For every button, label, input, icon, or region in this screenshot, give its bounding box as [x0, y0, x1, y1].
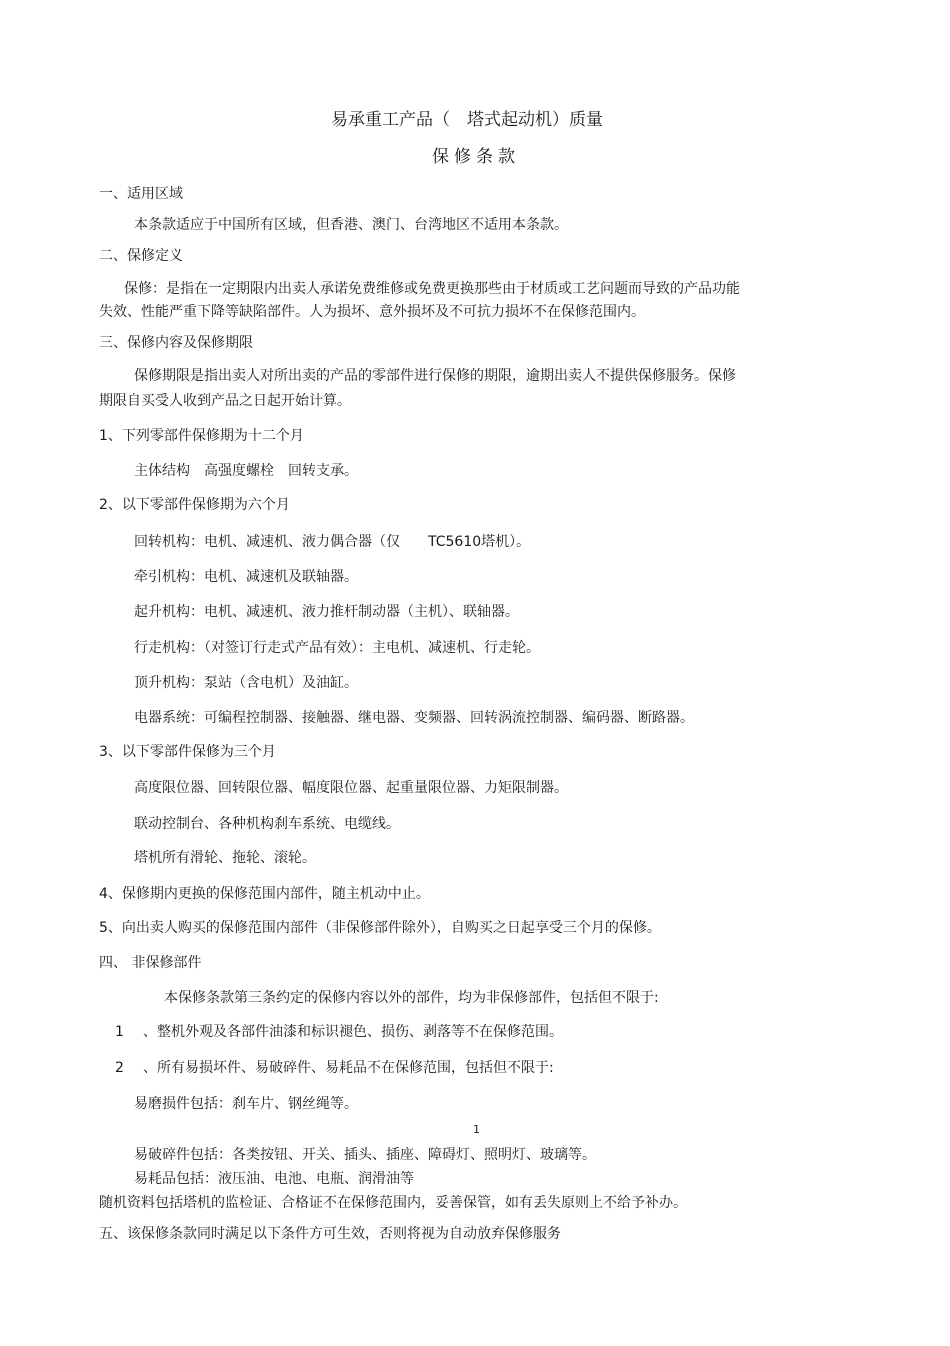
section-1-heading: 一、适用区域: [99, 186, 183, 202]
section-4-item-1-text: 、整机外观及各部件油漆和标识褪色、损伤、剥落等不在保修范围。: [143, 1024, 563, 1040]
document-subtitle: 保修条款: [432, 147, 520, 167]
section-3-body-line-2: 期限自买受人收到产品之日起开始计算。: [99, 393, 351, 409]
section-5-heading: 五、该保修条款同时满足以下条件方可生效，否则将视为自动放弃保修服务: [99, 1226, 561, 1242]
item-2-jacking: 顶升机构：泵站（含电机）及油缸。: [134, 675, 358, 691]
item-2-travelling: 行走机构：（对签订行走式产品有效）：主电机、减速机、行走轮。: [134, 640, 540, 656]
item-3-controls: 联动控制台、各种机构刹车系统、电缆线。: [134, 816, 400, 832]
section-4-item-2-number: 2: [115, 1060, 124, 1076]
item-3-pulleys: 塔机所有滑轮、拖轮、滚轮。: [134, 850, 316, 866]
section-3-heading: 三、保修内容及保修期限: [99, 335, 253, 351]
item-2-hoisting: 起升机构：电机、减速机、液力推杆制动器（主机）、联轴器。: [134, 604, 519, 620]
section-1-body: 本条款适应于中国所有区域，但香港、澳门、台湾地区不适用本条款。: [134, 217, 568, 233]
section-4-item-2-text: 、所有易损坏件、易破碎件、易耗品不在保修范围，包括但不限于:: [143, 1060, 554, 1076]
item-1-detail: 主体结构 高强度螺栓 回转支承。: [134, 463, 358, 479]
item-3-limiters: 高度限位器、回转限位器、幅度限位器、起重量限位器、力矩限制器。: [134, 780, 568, 796]
section-4-heading: 四、 非保修部件: [99, 955, 202, 971]
item-4: 4、保修期内更换的保修范围内部件，随主机动中止。: [99, 886, 430, 902]
documents-note: 随机资料包括塔机的监检证、合格证不在保修范围内，妥善保管，如有丢失原则上不给予补办。: [99, 1195, 687, 1211]
consumables: 易耗品包括：液压油、电池、电瓶、润滑油等: [134, 1171, 414, 1187]
section-3-body-line-1: 保修期限是指出卖人对所出卖的产品的零部件进行保修的期限，逾期出卖人不提供保修服务。保修: [134, 368, 736, 384]
section-2-body-line-1: 保修：是指在一定期限内出卖人承诺免费维修或免费更换那些由于材质或工艺问题而导致的产品功能: [124, 281, 740, 297]
item-3: 3、以下零部件保修为三个月: [99, 744, 276, 760]
item-2-trolley: 牵引机构：电机、减速机及联轴器。: [134, 569, 358, 585]
section-4-body: 本保修条款第三条约定的保修内容以外的部件，均为非保修部件，包括但不限于:: [164, 990, 659, 1006]
section-2-heading: 二、保修定义: [99, 248, 183, 264]
fragile-parts: 易破碎件包括：各类按钮、开关、插头、插座、障碍灯、照明灯、玻璃等。: [134, 1147, 596, 1163]
item-2-slewing: 回转机构：电机、减速机、液力偶合器（仅 TC5610塔机）。: [134, 534, 531, 550]
section-4-item-1-number: 1: [115, 1024, 124, 1040]
page-number: 1: [473, 1123, 480, 1136]
item-2: 2、以下零部件保修期为六个月: [99, 497, 290, 513]
item-5: 5、向出卖人购买的保修范围内部件（非保修部件除外），自购买之日起享受三个月的保修。: [99, 920, 661, 936]
document-title: 易承重工产品（ 塔式起动机）质量: [331, 110, 603, 130]
wear-parts: 易磨损件包括：刹车片、钢丝绳等。: [134, 1096, 358, 1112]
section-2-body-line-2: 失效、性能严重下降等缺陷部件。人为损坏、意外损坏及不可抗力损坏不在保修范围内。: [99, 304, 645, 320]
item-1: 1、下列零部件保修期为十二个月: [99, 428, 304, 444]
item-2-electrical: 电器系统：可编程控制器、接触器、继电器、变频器、回转涡流控制器、编码器、断路器。: [134, 710, 694, 726]
